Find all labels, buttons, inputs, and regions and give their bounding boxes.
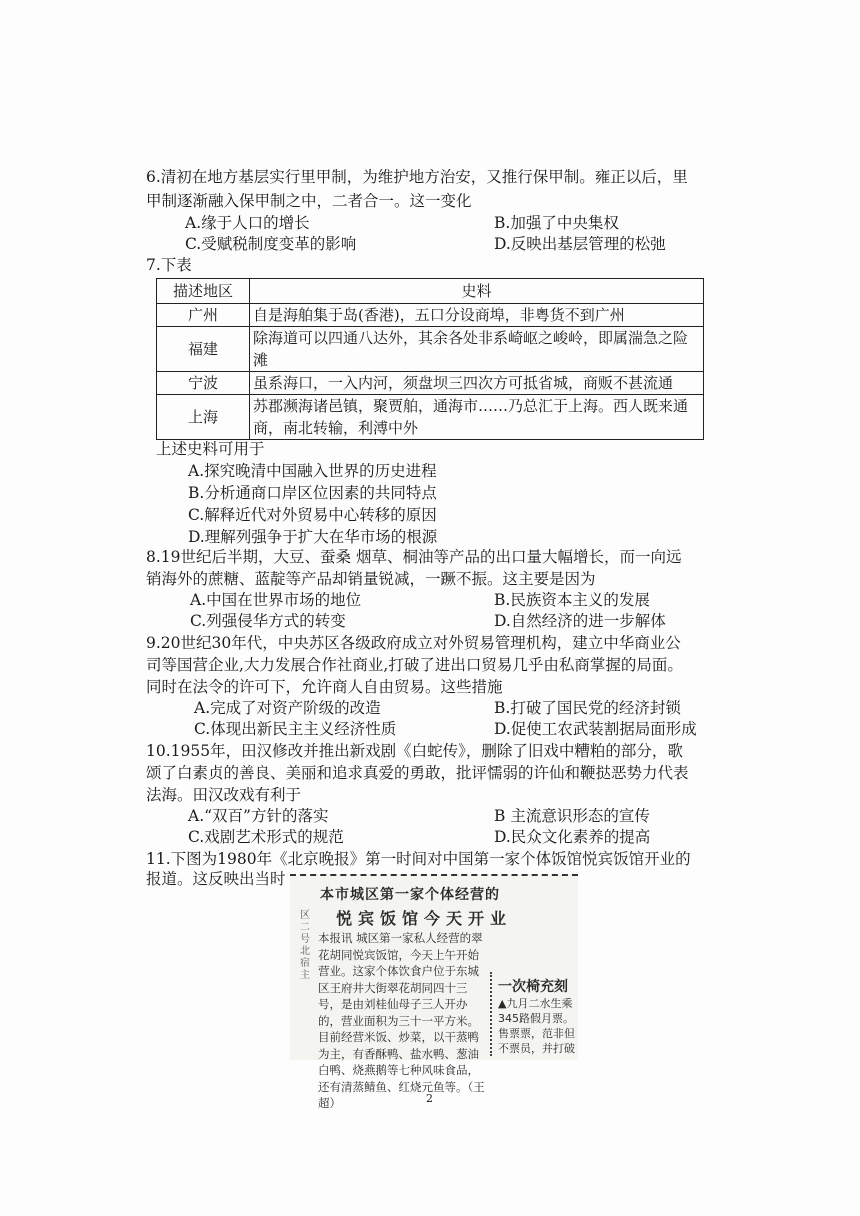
q8-option-b: B.民族资本主义的发展 bbox=[494, 591, 650, 609]
q10-stem-line3: 法海。田汉改戏有利于 bbox=[146, 786, 302, 804]
q9-option-a: A.完成了对资产阶级的改造 bbox=[194, 699, 381, 717]
q11-stem-line2: 报道。这反映出当时 bbox=[146, 870, 286, 888]
q7-stem: 7.下表 bbox=[146, 256, 192, 274]
table-row bbox=[157, 372, 704, 395]
q6-stem-line2: 甲制逐渐融入保甲制之中，二者合一。这一变化 bbox=[146, 192, 472, 210]
clipping-side-text: 区二号北宿主 bbox=[300, 910, 310, 981]
q7-option-a: A.探究晚清中国融入世界的历史进程 bbox=[188, 462, 437, 480]
q9-option-c: C.体现出新民主主义经济性质 bbox=[194, 720, 397, 738]
q7-option-d: D.理解列强争于扩大在华市场的根源 bbox=[188, 528, 438, 546]
q10-option-c: C.戏剧艺术形式的规范 bbox=[188, 828, 344, 846]
table-cell-source: 虽系海口，一入内河，须盘坝三四次方可抵省城，商贩不甚流通 bbox=[250, 372, 704, 395]
table-row bbox=[157, 395, 704, 440]
q8-stem-line1: 8.19世纪后半期，大豆、蚕桑 烟草、桐油等产品的出口量大幅增长，而一向远 bbox=[146, 548, 682, 566]
clipping-body: 本报讯 城区第一家私人经营的翠花胡同悦宾饭馆，今天上午开始营业。这家个体饮食户位于东城区王府井大街翠花胡同四十三号，是由刘桂仙母子三人开办的，营业面积为三十一平方米。目前经营米饭、炒菜，以干蒸鸭为主，有香酥鸭、盐水鸭、葱油白鸭、烧燕鹅等七种风味食品，还有清蒸鲭鱼、红烧元鱼等。（王 超） bbox=[318, 931, 485, 1110]
q9-stem-line1: 9.20世纪30年代，中央苏区各级政府成立对外贸易管理机构，建立中华商业公 bbox=[146, 634, 681, 652]
table-cell-source: 自是海舶集于岛(香港)，五口分设商埠，非粤货不到广州 bbox=[250, 304, 704, 327]
clipping-headline-2: 悦宾饭馆今天开业 bbox=[336, 909, 513, 928]
q10-option-b: B 主流意识形态的宣传 bbox=[494, 807, 650, 825]
q8-option-a: A.中国在世界市场的地位 bbox=[190, 591, 362, 609]
q9-option-b: B.打破了国民党的经济封锁 bbox=[494, 699, 681, 717]
table-header-row bbox=[157, 279, 704, 304]
q6-stem-line1: 6.清初在地方基层实行里甲制，为维护地方治安，又推行保甲制。雍正以后，里 bbox=[146, 168, 688, 186]
q7-option-c: C.解释近代对外贸易中心转移的原因 bbox=[188, 506, 437, 524]
q9-option-d: D.促使工农武装割据局面形成 bbox=[494, 720, 697, 738]
clipping-body-2: ▲九月二水生乘345路假月票。售票票，范非但不票员，并打破 bbox=[498, 997, 575, 1055]
q6-option-d: D.反映出基层管理的松弛 bbox=[494, 235, 666, 253]
clipping-column-divider bbox=[490, 972, 492, 1056]
table-cell-region: 广州 bbox=[157, 304, 250, 327]
page-number: 2 bbox=[426, 1092, 433, 1105]
table-header-region: 描述地区 bbox=[157, 279, 250, 304]
q10-stem-line1: 10.1955年，田汉修改并推出新戏剧《白蛇传》，删除了旧戏中糟粕的部分，歌 bbox=[146, 742, 683, 760]
q6-option-b: B.加强了中央集权 bbox=[494, 214, 619, 232]
q8-option-c: C.列强侵华方式的转变 bbox=[190, 612, 346, 630]
table-row bbox=[157, 304, 704, 327]
table-cell-region: 福建 bbox=[157, 327, 250, 372]
table-cell-region: 宁波 bbox=[157, 372, 250, 395]
newspaper-clipping bbox=[290, 874, 578, 1110]
q8-stem-line2: 销海外的蔗糖、蓝靛等产品却销量锐减，一蹶不振。这主要是因为 bbox=[146, 570, 596, 588]
q10-option-d: D.民众文化素养的提高 bbox=[494, 828, 651, 846]
q7-source-table bbox=[156, 278, 704, 440]
table-cell-source: 除海道可以四通八达外，其余各处非系崎岖之峻岭，即属湍急之险滩 bbox=[250, 327, 704, 372]
q9-stem-line3: 同时在法令的许可下，允许商人自由贸易。这些措施 bbox=[146, 678, 503, 696]
table-row bbox=[157, 327, 704, 372]
clipping-headline-1: 本市城区第一家个体经营的 bbox=[320, 887, 500, 903]
q9-stem-line2: 司等国营企业,大力发展合作社商业,打破了进出口贸易几乎由私商掌握的局面。 bbox=[146, 656, 683, 674]
table-cell-source: 苏郡濒海诸邑镇，聚贾舶，通海市……乃总汇于上海。西人既来通商，南北转输，利溥中外 bbox=[250, 395, 704, 440]
q10-stem-line2: 颂了白素贞的善良、美丽和追求真爱的勇敢，批评懦弱的许仙和鞭挞恶势力代表 bbox=[146, 764, 689, 782]
q7-after-table: 上述史料可用于 bbox=[156, 440, 265, 458]
q11-stem-line1: 11.下图为1980年《北京晚报》第一时间对中国第一家个体饭馆悦宾饭馆开业的 bbox=[146, 850, 691, 868]
q10-option-a: A.“双百”方针的落实 bbox=[188, 807, 329, 825]
q6-option-c: C.受赋税制度变革的影响 bbox=[185, 235, 357, 253]
q7-option-b: B.分析通商口岸区位因素的共同特点 bbox=[188, 484, 437, 502]
table-header-source: 史料 bbox=[250, 279, 704, 304]
q8-option-d: D.自然经济的进一步解体 bbox=[494, 612, 666, 630]
table-cell-region: 上海 bbox=[157, 395, 250, 440]
clipping-headline-3: 一次椅充刻 bbox=[498, 979, 568, 995]
q6-option-a: A.缘于人口的增长 bbox=[185, 214, 310, 232]
